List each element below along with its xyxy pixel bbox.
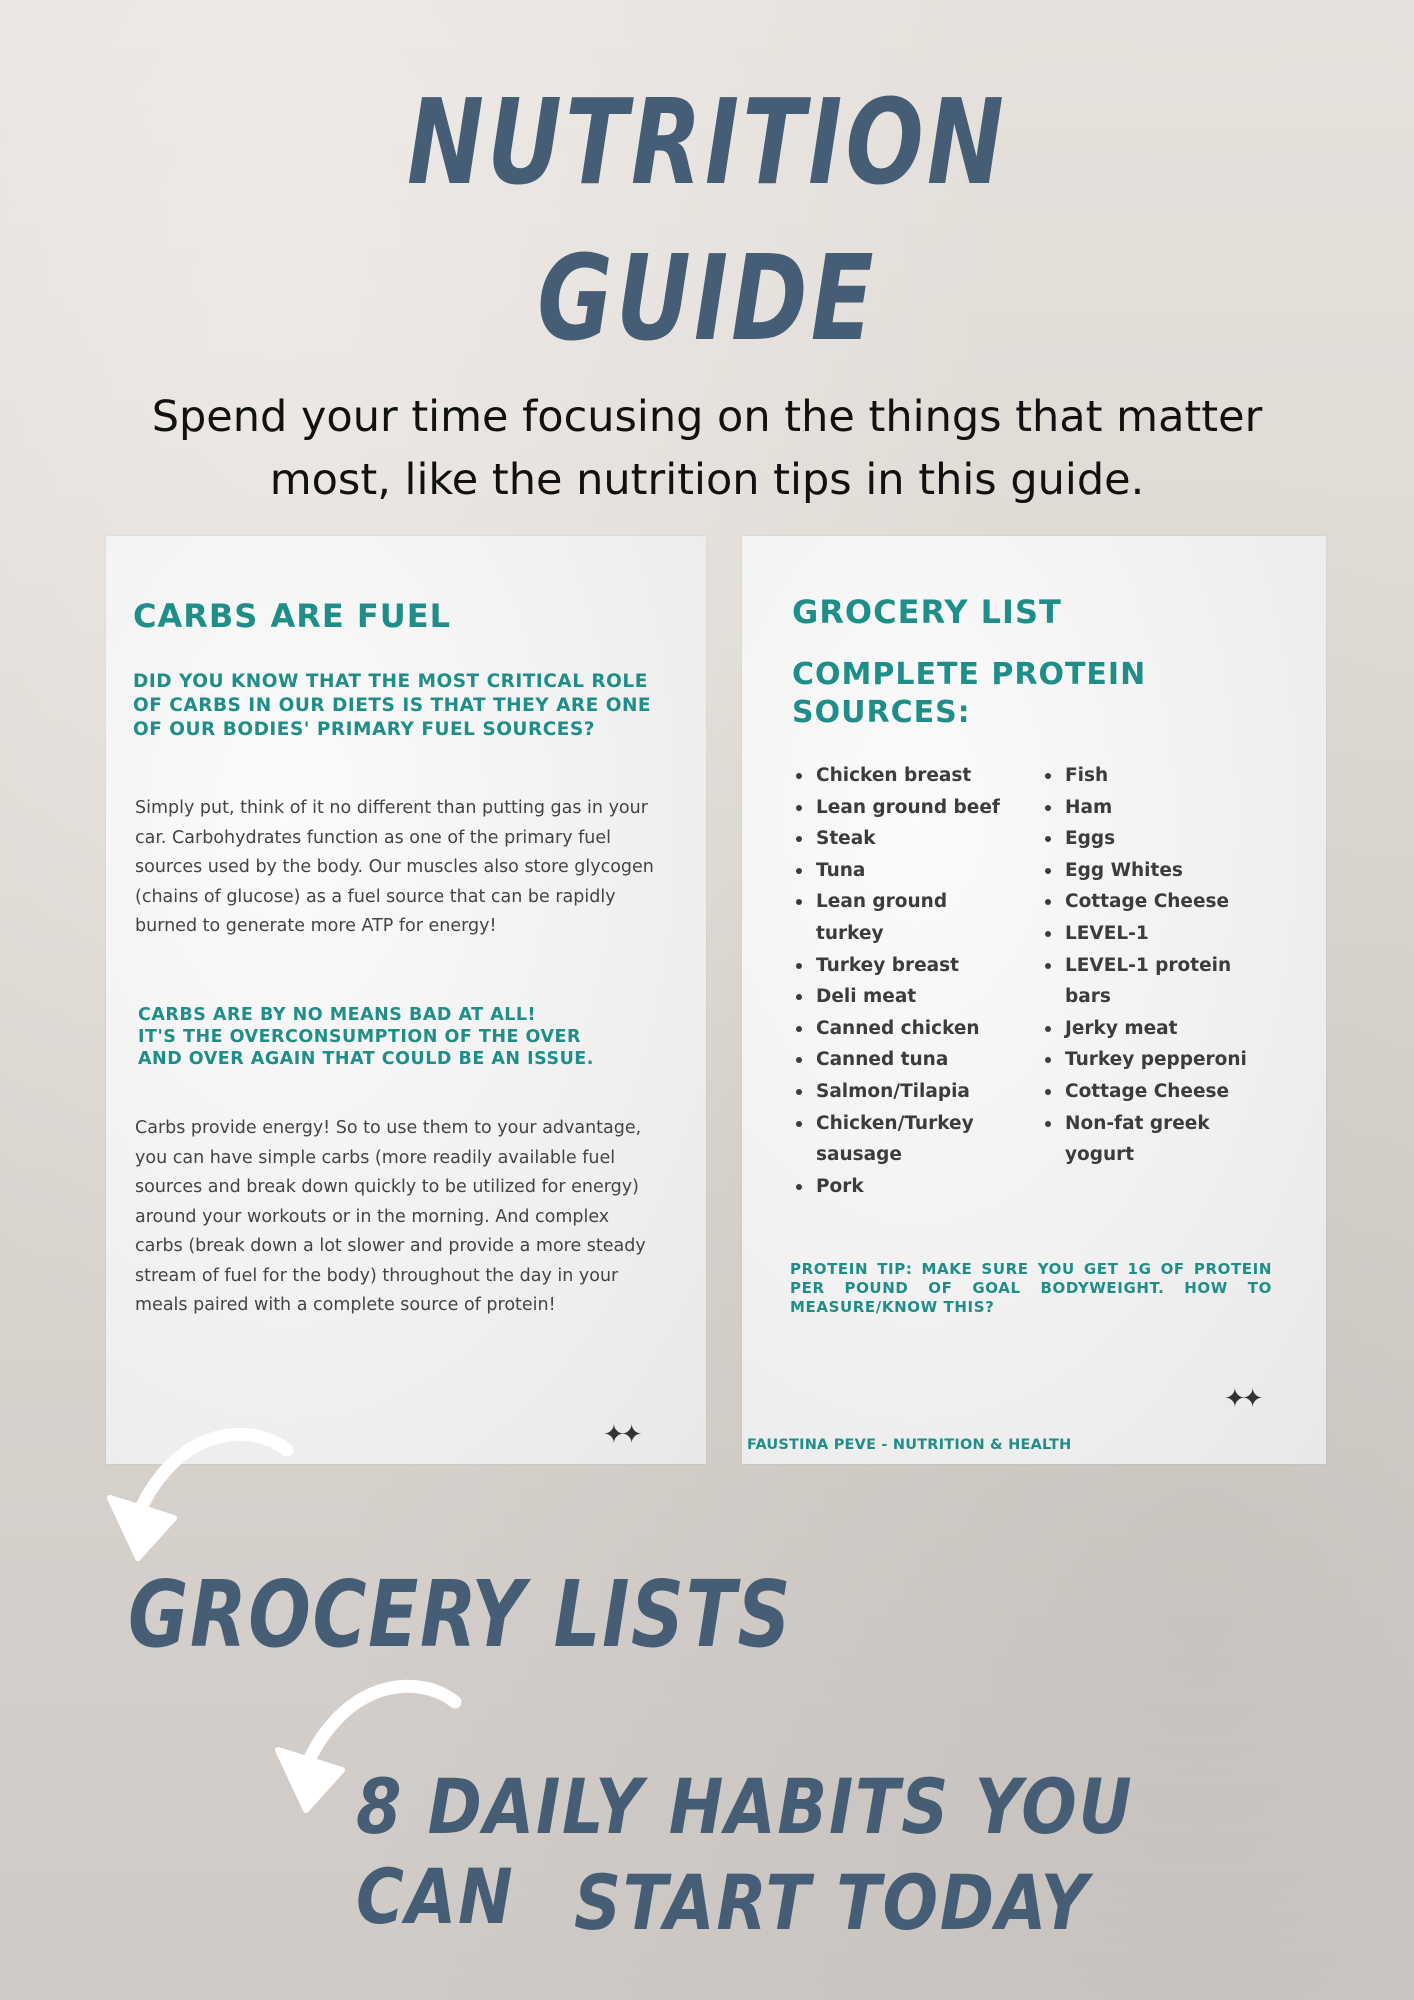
- list-item: Cottage Cheese: [1041, 886, 1281, 918]
- list-item: Salmon/Tilapia: [792, 1076, 1012, 1108]
- list-item: LEVEL-1: [1041, 918, 1281, 950]
- list-item: Steak: [792, 823, 1012, 855]
- list-item: Canned chicken: [792, 1013, 1012, 1045]
- page-title-line-2: GUIDE: [537, 229, 877, 367]
- list-item: Ham: [1041, 792, 1281, 824]
- list-item: Chicken/Turkey sausage: [792, 1108, 1012, 1171]
- list-item: Turkey breast: [792, 950, 1012, 982]
- promo-daily-habits-line-1: 8 DAILY HABITS YOU CAN: [356, 1762, 1134, 1941]
- author-footer: FAUSTINA PEVE - NUTRITION & HEALTH: [747, 1437, 1072, 1453]
- list-item: Egg Whites: [1041, 855, 1281, 887]
- list-item: Tuna: [792, 855, 1012, 887]
- list-item: Pork: [792, 1171, 1012, 1203]
- carbs-note-line: IT'S THE OVERCONSUMPTION OF THE OVER: [138, 1027, 581, 1047]
- carbs-paragraph-1: Simply put, think of it no different than putting gas in your car. Carbohydrates function as one of the primary fuel sources used by the body. Our muscles also store glycogen (chains of glucose) as a fuel source that can be rapidly burned to generate more ATP for energy!: [135, 798, 654, 936]
- sparkle-icon: ✦✦: [603, 1420, 639, 1450]
- list-item: Chicken breast: [792, 760, 1012, 792]
- carbs-page-preview: [106, 536, 706, 1464]
- list-item: Lean ground beef: [792, 792, 1012, 824]
- page-subtitle: Spend your time focusing on the things that matter most, like the nutrition tips in this guide.: [151, 392, 1263, 505]
- page-title-line-1: NUTRITION: [406, 73, 1008, 211]
- carbs-note: [138, 1004, 658, 1070]
- curved-arrow-icon: [102, 1426, 302, 1576]
- protein-list-column-2: [1041, 760, 1281, 1171]
- list-item: Canned tuna: [792, 1044, 1012, 1076]
- list-item: Deli meat: [792, 981, 1012, 1013]
- carbs-note-line: AND OVER AGAIN THAT COULD BE AN ISSUE.: [138, 1049, 594, 1069]
- carbs-note-line: CARBS ARE BY NO MEANS BAD AT ALL!: [138, 1005, 537, 1025]
- protein-tip: PROTEIN TIP: MAKE SURE YOU GET 1G OF PROTEIN PER POUND OF GOAL BODYWEIGHT. HOW TO MEASURE/KNOW THIS?: [790, 1260, 1272, 1316]
- list-item: Fish: [1041, 760, 1281, 792]
- list-item: Turkey pepperoni: [1041, 1044, 1281, 1076]
- list-item: Eggs: [1041, 823, 1281, 855]
- list-item: Cottage Cheese: [1041, 1076, 1281, 1108]
- carbs-heading: CARBS ARE FUEL: [133, 597, 451, 635]
- list-item: LEVEL-1 protein bars: [1041, 950, 1281, 1013]
- promo-daily-habits-line-2: START TODAY: [574, 1858, 1090, 1947]
- list-item: Non-fat greek yogurt: [1041, 1108, 1281, 1171]
- protein-subheading: COMPLETE PROTEIN SOURCES:: [792, 657, 1147, 730]
- carbs-paragraph-2: Carbs provide energy! So to use them to your advantage, you can have simple carbs (more readily available fuel sources and break down quickly to be utilized for energy) around your workouts or in the morning. And complex carbs (break down a lot slower and provide a more steady stream of fuel for the body) throughout the day in your meals paired with a complete source of protein!: [135, 1118, 646, 1315]
- list-item: Lean ground turkey: [792, 886, 1012, 949]
- grocery-page-preview: [742, 536, 1326, 1464]
- protein-list-column-1: [792, 760, 1012, 1202]
- list-item: Jerky meat: [1041, 1013, 1281, 1045]
- promo-grocery-lists: GROCERY LISTS: [128, 1561, 793, 1668]
- sparkle-icon: ✦✦: [1224, 1384, 1260, 1414]
- carbs-question: DID YOU KNOW THAT THE MOST CRITICAL ROLE OF CARBS IN OUR DIETS IS THAT THEY ARE ONE OF OUR BODIES' PRIMARY FUEL SOURCES?: [133, 671, 652, 740]
- grocery-heading: GROCERY LIST: [792, 593, 1062, 631]
